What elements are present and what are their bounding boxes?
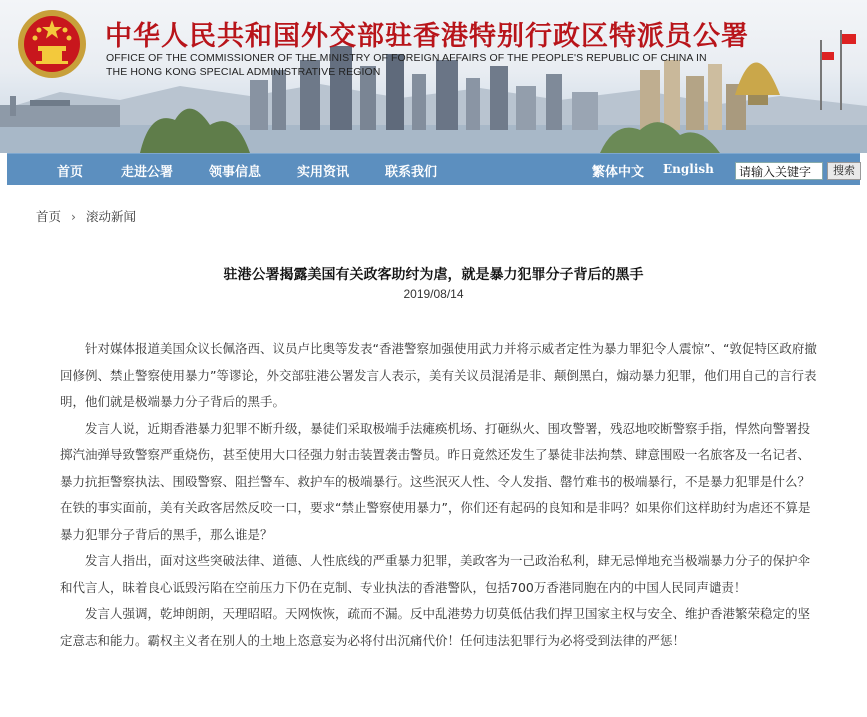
article-paragraph: 发言人指出，面对这些突破法律、道德、人性底线的严重暴力犯罪，美政客为一己政治私利，肆无忌惮地充当极端暴力分子的保护伞和代言人，昧着良心诋毁污陷在空前压力下仍在克制、专业执法的香港警队，包括700万香港同胞在内的中国人民同声谴责！: [60, 553, 811, 595]
article-title: 驻港公署揭露美国有关政客助纣为虐，就是暴力犯罪分子背后的黑手: [223, 267, 644, 283]
main-nav: [7, 153, 860, 185]
breadcrumb-separator: ›: [71, 209, 77, 224]
header-banner: [0, 0, 867, 153]
article-date: 2019/08/14: [403, 287, 464, 301]
breadcrumb: [36, 207, 136, 225]
nav-item-about[interactable]: 走进公署: [121, 165, 174, 180]
lang-traditional-link[interactable]: 繁体中文: [592, 165, 645, 180]
article-body: [60, 336, 817, 654]
national-emblem-icon: [16, 6, 88, 82]
article-paragraph: 发言人强调，乾坤朗朗，天理昭昭。天网恢恢，疏而不漏。反中乱港势力切莫低估我们捍卫国家主权与安全、维护香港繁荣稳定的坚定意志和能力。霸权主义者在别人的土地上恣意妄为必将付出沉痛代价！任何违法犯罪行为必将受到法律的严惩！: [60, 606, 811, 648]
site-title-en-line1: OFFICE OF THE COMMISSIONER OF THE MINISTRY OF FOREIGN AFFAIRS OF THE PEOPLE'S REPUBLIC OF CHINA IN: [106, 52, 707, 64]
article-paragraph: 发言人说，近期香港暴力犯罪不断升级，暴徒们采取极端手法瘫痪机场、打砸纵火、围攻警署，残忍地咬断警察手指，悍然向警署投掷汽油弹导致警察严重烧伤，甚至使用大口径强力射击装置袭击警员。昨日竟然还发生了暴徒非法拘禁、肆意围殴一名旅客及一名记者、暴力抗拒警察执法、围殴警察、阻拦警车、救护车的极端暴行。这些泯灭人性、令人发指、罄竹难书的极端暴行，不是暴力犯罪是什么？在铁的事实面前，美有关政客居然反咬一口，要求“禁止警察使用暴力”，你们还有起码的良知和是非吗？如果你们这样助纣为虐还不算是暴力犯罪分子背后的黑手，那么谁是？: [60, 420, 811, 542]
breadcrumb-home[interactable]: 首页: [36, 209, 62, 224]
nav-item-consular[interactable]: 领事信息: [209, 165, 262, 180]
nav-item-info[interactable]: 实用资讯: [297, 165, 350, 180]
article-paragraph: 针对媒体报道美国众议长佩洛西、议员卢比奥等发表“香港警察加强使用武力并将示威者定性为暴力罪犯令人震惊”、“敦促特区政府撤回修例、禁止警察使用暴力”等谬论，外交部驻港公署发言人表示，美有关议员混淆是非、颠倒黑白，煽动暴力犯罪，他们用自己的言行表明，他们就是极端暴力分子背后的黑手。: [60, 341, 817, 409]
search-input[interactable]: [735, 162, 823, 180]
site-title-en-line2: THE HONG KONG SPECIAL ADMINISTRATIVE REGION: [106, 66, 381, 78]
search-button[interactable]: 搜索: [827, 162, 861, 180]
breadcrumb-current[interactable]: 滚动新闻: [86, 209, 137, 224]
nav-item-contact[interactable]: 联系我们: [385, 165, 438, 180]
nav-item-home[interactable]: 首页: [57, 165, 84, 180]
site-title-zh: 中华人民共和国外交部驻香港特别行政区特派员公署: [105, 21, 749, 52]
lang-english-link[interactable]: English: [663, 162, 714, 176]
